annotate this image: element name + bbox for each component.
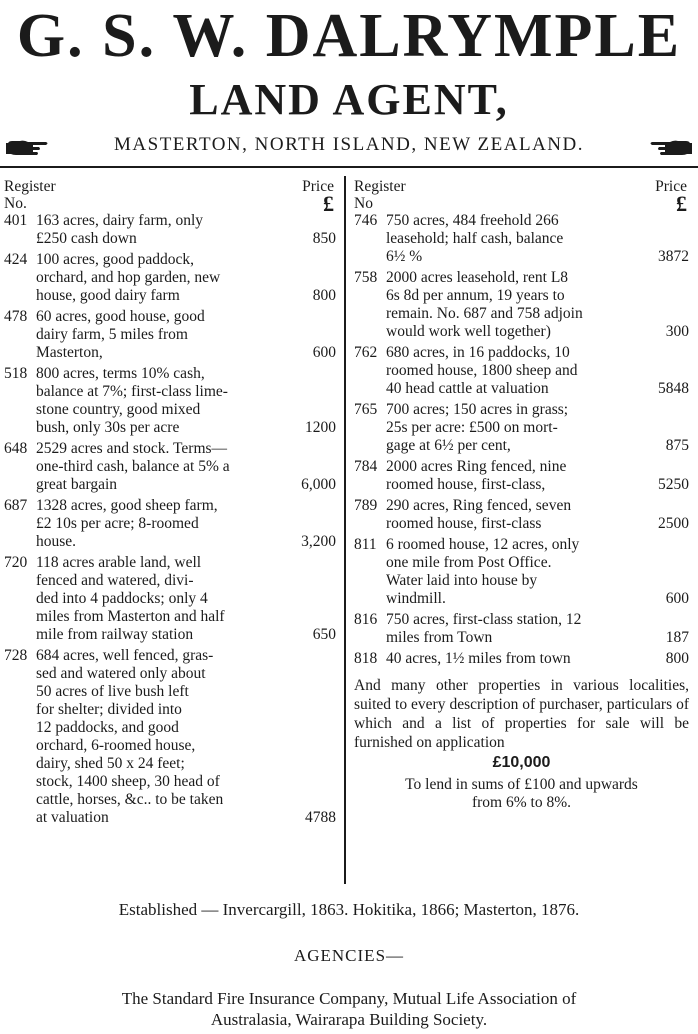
property-price: 6,000 <box>301 476 336 493</box>
property-price: 800 <box>665 650 689 667</box>
pointing-hand-left-icon <box>648 138 692 158</box>
register-number: 424 <box>4 251 28 268</box>
property-description: 118 acres arable land, well fenced and watered, divi- ded into 4 paddocks; only 4 miles from Masterton and half mile from railway station <box>36 554 225 643</box>
register-number: 746 <box>354 212 378 229</box>
listing-entry <box>4 308 336 362</box>
other-properties-notice: And many other properties in various localities, suited to every description of purchaser, particulars of which and a list of properties for sale will be furnished on application <box>354 677 689 751</box>
register-number: 687 <box>4 497 28 514</box>
register-number: 816 <box>354 611 378 628</box>
loan-amount: £10,000 <box>492 754 551 771</box>
property-price: 4788 <box>305 809 336 826</box>
register-number: 762 <box>354 344 378 361</box>
property-description: 2529 acres and stock. Terms— one-third cash, balance at 5% a great bargain <box>36 440 230 493</box>
listing-entry <box>354 269 689 341</box>
property-description: 750 acres, first-class station, 12 miles from Town <box>386 611 582 646</box>
property-description: 60 acres, good house, good dairy farm, 5 miles from Masterton, <box>36 308 205 361</box>
listing-entry <box>4 497 336 551</box>
property-price: 850 <box>312 230 336 247</box>
register-number: 478 <box>4 308 28 325</box>
property-price: 600 <box>312 344 336 361</box>
property-price: 3,200 <box>301 533 336 550</box>
listing-entry <box>354 458 689 494</box>
listing-entry <box>4 647 336 827</box>
price-label-group <box>655 178 687 216</box>
property-description: 2000 acres Ring fenced, nine roomed house, first-class, <box>386 458 567 493</box>
register-number: 720 <box>4 554 28 571</box>
property-price: 187 <box>665 629 689 646</box>
property-description: 1328 acres, good sheep farm, £2 10s per acre; 8-roomed house. <box>36 497 218 550</box>
register-number: 784 <box>354 458 378 475</box>
property-description: 2000 acres leasehold, rent L8 6s 8d per annum, 19 years to remain. No. 687 and 758 adjoin would work well together) <box>386 269 583 340</box>
register-number: 758 <box>354 269 378 286</box>
listing-entry <box>4 251 336 305</box>
register-number: 811 <box>354 536 377 553</box>
register-number: 648 <box>4 440 28 457</box>
pound-currency-symbol: £ <box>676 191 687 216</box>
listing-entry <box>4 365 336 437</box>
property-price: 300 <box>665 323 689 340</box>
left-listing-column <box>4 172 336 892</box>
register-number: 789 <box>354 497 378 514</box>
register-no-label: Register No. <box>4 178 56 212</box>
listing-entry <box>354 497 689 533</box>
price-label: Price <box>655 178 687 195</box>
register-number: 401 <box>4 212 28 229</box>
left-column-header <box>4 172 336 216</box>
location-row <box>0 132 698 168</box>
property-description: 680 acres, in 16 paddocks, 10 roomed house, 1800 sheep and 40 head cattle at valuation <box>386 344 578 397</box>
property-description: 750 acres, 484 freehold 266 leasehold; half cash, balance 6½ % <box>386 212 564 265</box>
established-line: Established — Invercargill, 1863. Hokitika, 1866; Masterton, 1876. <box>118 900 580 919</box>
property-description: 100 acres, good paddock, orchard, and hop garden, new house, good dairy farm <box>36 251 221 304</box>
agencies-list: The Standard Fire Insurance Company, Mutual Life Association of Australasia, Wairarapa Building Society. <box>121 989 577 1029</box>
property-price: 800 <box>312 287 336 304</box>
listing-entry <box>4 440 336 494</box>
header-divider <box>0 166 698 168</box>
listing-entry <box>354 650 689 668</box>
property-description: 800 acres, terms 10% cash, balance at 7%; first-class lime- stone country, good mixed bush, only 30s per acre <box>36 365 228 436</box>
land-agent-heading: LAND AGENT, <box>189 75 509 124</box>
property-price: 5848 <box>658 380 689 397</box>
property-price: 2500 <box>658 515 689 532</box>
property-description: 40 acres, 1½ miles from town <box>386 650 571 667</box>
property-description: 684 acres, well fenced, gras- sed and watered only about 50 acres of live bush left for shelter; divided into 12 paddocks, and good orchard, 6-roomed house, dairy, shed 50 x 24 feet; stock, 1400 sheep, 30 head of cattle, horses, &c.. to be taken at valuation <box>36 647 224 826</box>
property-description: 163 acres, dairy farm, only £250 cash down <box>36 212 203 247</box>
property-description: 700 acres; 150 acres in grass; 25s per acre: £500 on mort- gage at 6½ per cent, <box>386 401 569 454</box>
property-description: 290 acres, Ring fenced, seven roomed house, first-class <box>386 497 572 532</box>
right-column-header <box>354 172 689 216</box>
property-price: 875 <box>665 437 689 454</box>
listing-entry <box>354 611 689 647</box>
property-description: 6 roomed house, 12 acres, only one mile from Post Office. Water laid into house by windmill. <box>386 536 580 607</box>
listing-entry <box>4 554 336 644</box>
left-entries-list <box>4 212 336 827</box>
listing-entry <box>354 344 689 398</box>
property-price: 5250 <box>658 476 689 493</box>
location-line: MASTERTON, NORTH ISLAND, NEW ZEALAND. <box>114 134 584 155</box>
agencies-heading: AGENCIES— <box>293 946 405 965</box>
agent-name-heading: G. S. W. DALRYMPLE <box>16 2 682 70</box>
property-price: 650 <box>312 626 336 643</box>
register-number: 765 <box>354 401 378 418</box>
register-number: 728 <box>4 647 28 664</box>
register-number: 518 <box>4 365 28 382</box>
property-price: 3872 <box>658 248 689 265</box>
right-entries-list <box>354 212 689 668</box>
listing-entry <box>354 212 689 266</box>
property-price: 600 <box>665 590 689 607</box>
pound-currency-symbol: £ <box>323 191 334 216</box>
price-label-group <box>302 178 334 216</box>
listing-entry <box>354 401 689 455</box>
right-listing-column <box>354 172 689 892</box>
column-divider <box>344 176 346 884</box>
loan-terms: To lend in sums of £100 and upwards from 6% to 8%. <box>405 776 638 811</box>
register-no-label: Register No <box>354 178 406 212</box>
register-number: 818 <box>354 650 378 667</box>
pointing-hand-right-icon <box>6 138 50 158</box>
price-label: Price <box>302 178 334 195</box>
property-price: 1200 <box>305 419 336 436</box>
listing-entry <box>4 212 336 248</box>
listing-entry <box>354 536 689 608</box>
